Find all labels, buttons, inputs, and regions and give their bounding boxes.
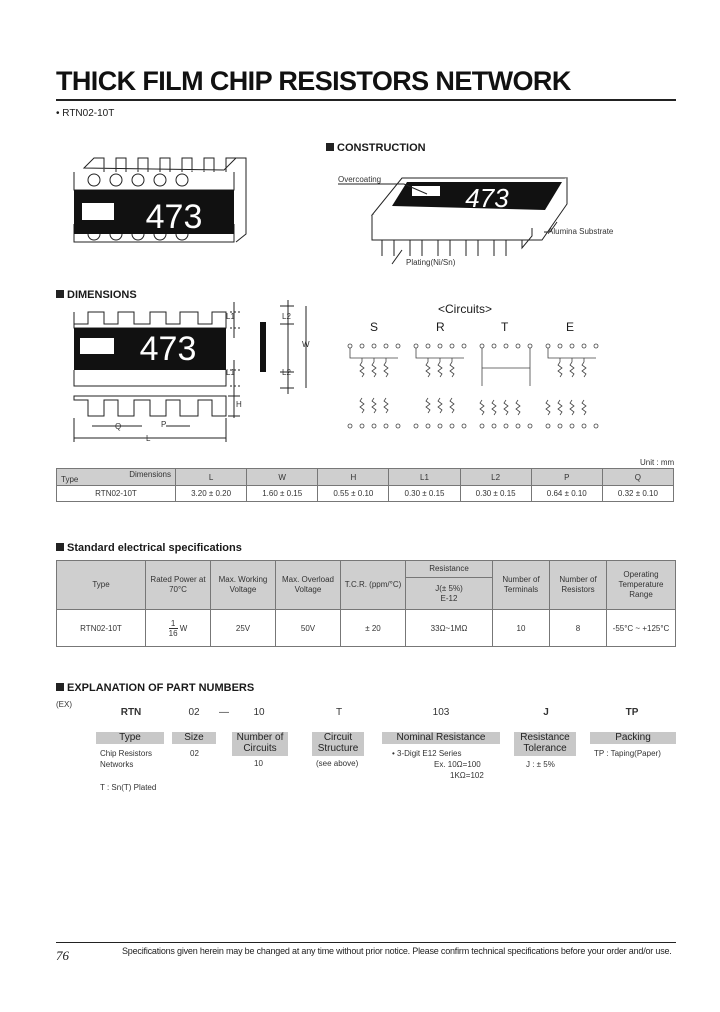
circuit-diagrams [340, 338, 610, 438]
box-size: Size [172, 732, 216, 744]
box-resistance: Nominal Resistance [382, 732, 500, 744]
spec-table: Type Rated Power at 70°C Max. Working Voltage Max. Overload Voltage T.C.R. (ppm/°C) Resistance Number of Terminals Number of Resistors Operating Temperature Range J(± 5%) E-12 RTN02-10T $\frac{1}{16}$ W 25V 50V ± 20 33Ω~1MΩ 10 8 -55°C ~ +125°C [56, 560, 676, 647]
dim-p: P [161, 420, 167, 429]
code-size: 02 [188, 707, 200, 718]
box-circuits: Number of Circuits [232, 732, 288, 756]
circuit-t [480, 344, 532, 428]
construction-heading: CONSTRUCTION [326, 142, 426, 154]
circuit-e [546, 344, 598, 428]
dimensions-heading: DIMENSIONS [56, 289, 137, 301]
bullet-square-icon [56, 290, 64, 298]
rated-power: $\frac{1}{16}$ W [146, 610, 211, 647]
dim-col-q: Q [602, 469, 673, 486]
code-packing: TP [625, 707, 639, 718]
spec-heading: Standard electrical specifications [56, 542, 242, 554]
chip-illustration [64, 150, 254, 260]
part-numbers-heading: EXPLANATION OF PART NUMBERS [56, 682, 254, 694]
box-packing: Packing [590, 732, 676, 744]
circuit-s-label: S [370, 320, 379, 334]
circuit-s [348, 344, 400, 428]
desc-resistance-1: • 3-Digit E12 Series [392, 749, 462, 758]
bullet-square-icon [326, 143, 334, 151]
circuit-r-label: R [436, 320, 445, 334]
code-dash: — [219, 707, 229, 718]
ex-label: (EX) [56, 700, 72, 709]
dimension-drawing [70, 300, 310, 450]
dimensions-table [56, 468, 674, 502]
box-tolerance: Resistance Tolerance [514, 732, 576, 756]
plating-label: Plating(Ni/Sn) [406, 258, 456, 267]
dim-table-corner: Dimensions Type [57, 469, 176, 486]
dim-col-p: P [531, 469, 602, 486]
code-rtn: RTN [120, 707, 142, 718]
code-tolerance: J [543, 707, 549, 718]
dim-l1-top: L1 [226, 312, 235, 321]
dim-col-l2: L2 [460, 469, 531, 486]
desc-structure: (see above) [316, 759, 359, 768]
dim-l2-top: L2 [282, 312, 291, 321]
title-rule [56, 99, 676, 101]
dim-l2-bottom: L2 [282, 368, 291, 377]
footer-rule [56, 942, 676, 943]
page-number: 76 [56, 948, 69, 963]
desc-resistance-2: Ex. 10Ω=100 [434, 760, 481, 769]
unit-label: Unit : mm [640, 458, 675, 467]
marking-text: 473 [145, 198, 203, 236]
dim-l1-bottom: L1 [226, 368, 235, 377]
dim-l: L [146, 434, 151, 443]
desc-type: Chip Resistors Networks [100, 749, 153, 769]
dim-col-h: H [318, 469, 389, 486]
svg-text:473: 473 [465, 183, 509, 213]
code-resistance: 103 [432, 707, 450, 718]
circuits-heading: <Circuits> [438, 302, 493, 316]
table-row: RTN02-10T $\frac{1}{16}$ W 25V 50V ± 20 33Ω~1MΩ 10 8 -55°C ~ +125°C [57, 610, 676, 647]
dim-col-w: W [247, 469, 318, 486]
desc-resistance-3: 1KΩ=102 [450, 771, 484, 780]
bullet-square-icon [56, 683, 64, 691]
dim-col-l: L [176, 469, 247, 486]
circuit-t-label: T [501, 320, 509, 334]
dim-w: W [302, 340, 310, 349]
plating-note: T : Sn(T) Plated [100, 783, 157, 792]
circuit-e-label: E [566, 320, 575, 334]
desc-packing: TP : Taping(Paper) [594, 749, 661, 758]
footer-notice: Specifications given herein may be changed at any time without prior notice. Please confirm technical specifications before your order and/or use. [122, 946, 672, 956]
overcoating-label: Overcoating [338, 175, 382, 184]
page-title: THICK FILM CHIP RESISTORS NETWORK [56, 66, 571, 96]
table-row: RTN02-10T 3.20 ± 0.20 1.60 ± 0.15 0.55 ± 0.10 0.30 ± 0.15 0.30 ± 0.15 0.64 ± 0.10 0.32 ± 0.10 [57, 486, 674, 502]
dim-h: H [236, 400, 242, 409]
desc-circuits: 10 [254, 759, 263, 768]
svg-text:473: 473 [139, 330, 197, 368]
dim-q: Q [115, 422, 122, 431]
model-label: • RTN02-10T [56, 108, 115, 119]
code-circuits: 10 [253, 707, 265, 718]
desc-tolerance: J : ± 5% [526, 760, 555, 769]
alumina-label: Alumina Substrate [548, 227, 614, 236]
desc-size: 02 [190, 749, 199, 758]
circuit-r [414, 344, 466, 428]
code-structure: T [335, 707, 343, 718]
box-structure: Circuit Structure [312, 732, 364, 756]
box-type: Type [96, 732, 164, 744]
dim-col-l1: L1 [389, 469, 460, 486]
bullet-square-icon [56, 543, 64, 551]
